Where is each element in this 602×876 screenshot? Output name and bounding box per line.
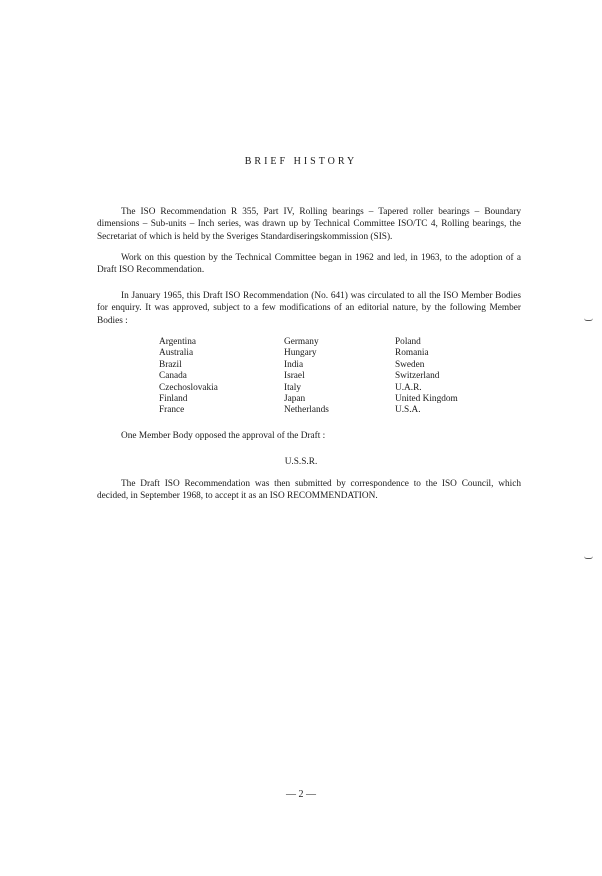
paragraph-text: In January 1965, this Draft ISO Recommendation (No. 641) was circulated to all the ISO Member Bodies for enquiry. It was approved, subject to a few modifications of an editorial nature, by the following Member Bodies : <box>97 291 521 326</box>
member-body-item: Australia <box>159 348 194 359</box>
member-body-item: India <box>284 359 304 370</box>
member-body-item: Czechoslovakia <box>159 382 218 393</box>
member-body-item: Poland <box>395 337 421 347</box>
member-body-item: Germany <box>284 337 319 347</box>
member-body-item: France <box>159 405 185 416</box>
member-body-item: Italy <box>284 382 302 393</box>
member-body-item: Finland <box>159 394 188 404</box>
member-body-item: United Kingdom <box>395 394 458 404</box>
history-paragraph-enquiry <box>97 290 521 327</box>
history-paragraph-work <box>97 252 521 277</box>
member-body-item: Argentina <box>159 337 197 347</box>
scan-artifact <box>584 318 593 321</box>
member-body-item: Japan <box>284 394 306 404</box>
member-body-item: U.S.A. <box>395 405 421 416</box>
paragraph-text: The Draft ISO Recommendation was then submitted by correspondence to the ISO Council, which decided, in September 1968, to accept it as an ISO RECOMMENDATION. <box>97 479 521 502</box>
member-body-item: Hungary <box>284 348 317 359</box>
scan-artifact <box>584 556 593 559</box>
member-body-item: Netherlands <box>284 405 329 416</box>
paragraph-text: Work on this question by the Technical Committee began in 1962 and led, in 1963, to the adoption of a Draft ISO Recommendation. <box>97 253 521 276</box>
page-title: BRIEF HISTORY <box>244 156 358 167</box>
opposition-statement: One Member Body opposed the approval of the Draft : <box>121 431 326 441</box>
page-number: — 2 — <box>286 789 316 800</box>
paragraph-text: The ISO Recommendation R 355, Part IV, Rolling bearings – Tapered roller bearings – Boundary dimensions – Sub-units – Inch series, was drawn up by Technical Committee ISO/TC 4, Rolling bearings, the Secretariat of which is held by the Sveriges Standardiseringskommission (SIS). <box>97 207 521 242</box>
member-body-item: Romania <box>395 348 429 359</box>
member-body-item: Israel <box>284 371 305 382</box>
history-paragraph-origin <box>97 206 521 243</box>
member-body-item: Canada <box>159 371 187 382</box>
member-body-item: Switzerland <box>395 371 440 382</box>
history-paragraph-council <box>97 478 521 503</box>
member-body-item: Brazil <box>159 359 182 370</box>
member-body-item: U.A.R. <box>395 382 422 393</box>
opposing-member-body: U.S.S.R. <box>284 457 318 467</box>
member-body-item: Sweden <box>395 359 425 370</box>
